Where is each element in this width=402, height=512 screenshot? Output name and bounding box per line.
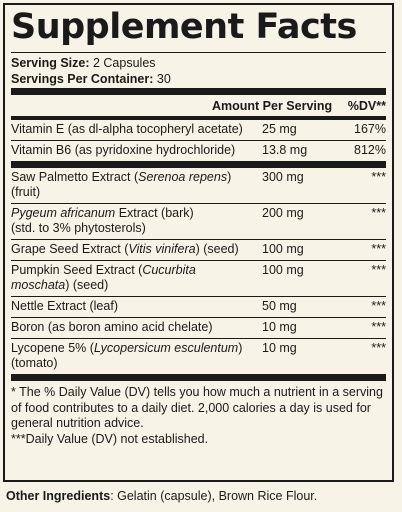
nutrient-dv: *** bbox=[371, 299, 386, 313]
nutrient-amount: 13.8 mg bbox=[262, 143, 308, 157]
nutrient-name: Grape Seed Extract (Vitis vinifera) (seed) bbox=[11, 242, 239, 256]
nutrient-dv: *** bbox=[371, 242, 386, 256]
divider-thick bbox=[11, 88, 386, 95]
nutrient-amount: 300 mg bbox=[262, 170, 304, 184]
divider-thick bbox=[11, 374, 386, 381]
vitamin-row bbox=[11, 141, 386, 161]
servings-per-container: Servings Per Container: 30 bbox=[11, 72, 171, 86]
nutrient-name: Boron (as boron amino acid chelate) bbox=[11, 320, 213, 334]
nutrient-name: Lycopene 5% (Lycopersicum esculentum) (tomato) bbox=[11, 341, 243, 370]
nutrient-amount: 25 mg bbox=[262, 122, 297, 136]
nutrient-name: Vitamin E (as dl-alpha tocopheryl acetate) bbox=[11, 122, 243, 136]
divider-thick bbox=[11, 161, 386, 168]
other-ingredients-label: Other Ingredients bbox=[6, 489, 111, 503]
ingredient-row bbox=[11, 297, 386, 317]
nutrient-dv: 167% bbox=[354, 122, 386, 136]
ingredient-row bbox=[11, 261, 386, 296]
nutrient-dv: *** bbox=[371, 263, 386, 277]
supplement-facts-panel bbox=[3, 3, 394, 482]
nutrient-name: Vitamin B6 (as pyridoxine hydrochloride) bbox=[11, 143, 236, 157]
footnote-dv: * The % Daily Value (DV) tells you how much a nutrient in a serving of food contributes to a daily diet. 2,000 calories a day is used for general nutrition advice. bbox=[11, 385, 383, 430]
ingredient-rows bbox=[11, 168, 386, 374]
footnote-not-established: ***Daily Value (DV) not established. bbox=[11, 431, 209, 446]
nutrient-name: Nettle Extract (leaf) bbox=[11, 299, 118, 313]
nutrient-dv: 812% bbox=[354, 143, 386, 157]
panel-title: Supplement Facts bbox=[11, 7, 357, 47]
footnote bbox=[11, 381, 386, 447]
nutrient-dv: *** bbox=[371, 170, 386, 184]
other-ingredients bbox=[6, 489, 317, 503]
nutrient-name: Pygeum africanum Extract (bark) (std. to 3% phytosterols) bbox=[11, 206, 194, 235]
nutrient-name: Saw Palmetto Extract (Serenoa repens) (fruit) bbox=[11, 170, 232, 199]
vitamin-row bbox=[11, 120, 386, 140]
nutrient-dv: *** bbox=[371, 341, 386, 355]
nutrient-dv: *** bbox=[371, 206, 386, 220]
nutrient-amount: 100 mg bbox=[262, 263, 304, 277]
nutrient-amount: 50 mg bbox=[262, 299, 297, 313]
amount-header: Amount Per Serving bbox=[212, 98, 333, 113]
nutrient-amount: 10 mg bbox=[262, 320, 297, 334]
nutrient-dv: *** bbox=[371, 320, 386, 334]
ingredient-row bbox=[11, 339, 386, 374]
column-header bbox=[11, 95, 386, 116]
nutrient-amount: 200 mg bbox=[262, 206, 304, 220]
other-ingredients-value: : Gelatin (capsule), Brown Rice Flour. bbox=[110, 489, 318, 503]
vitamin-rows bbox=[11, 120, 386, 161]
nutrient-name: Pumpkin Seed Extract (Cucurbita moschata) (seed) bbox=[11, 263, 196, 292]
ingredient-row bbox=[11, 204, 386, 239]
ingredient-row bbox=[11, 168, 386, 203]
nutrient-amount: 100 mg bbox=[262, 242, 304, 256]
serving-info bbox=[11, 53, 386, 88]
dv-header: %DV** bbox=[347, 98, 386, 113]
ingredient-row bbox=[11, 318, 386, 338]
nutrient-amount: 10 mg bbox=[262, 341, 297, 355]
serving-size: Serving Size: 2 Capsules bbox=[11, 56, 156, 70]
ingredient-row bbox=[11, 240, 386, 260]
